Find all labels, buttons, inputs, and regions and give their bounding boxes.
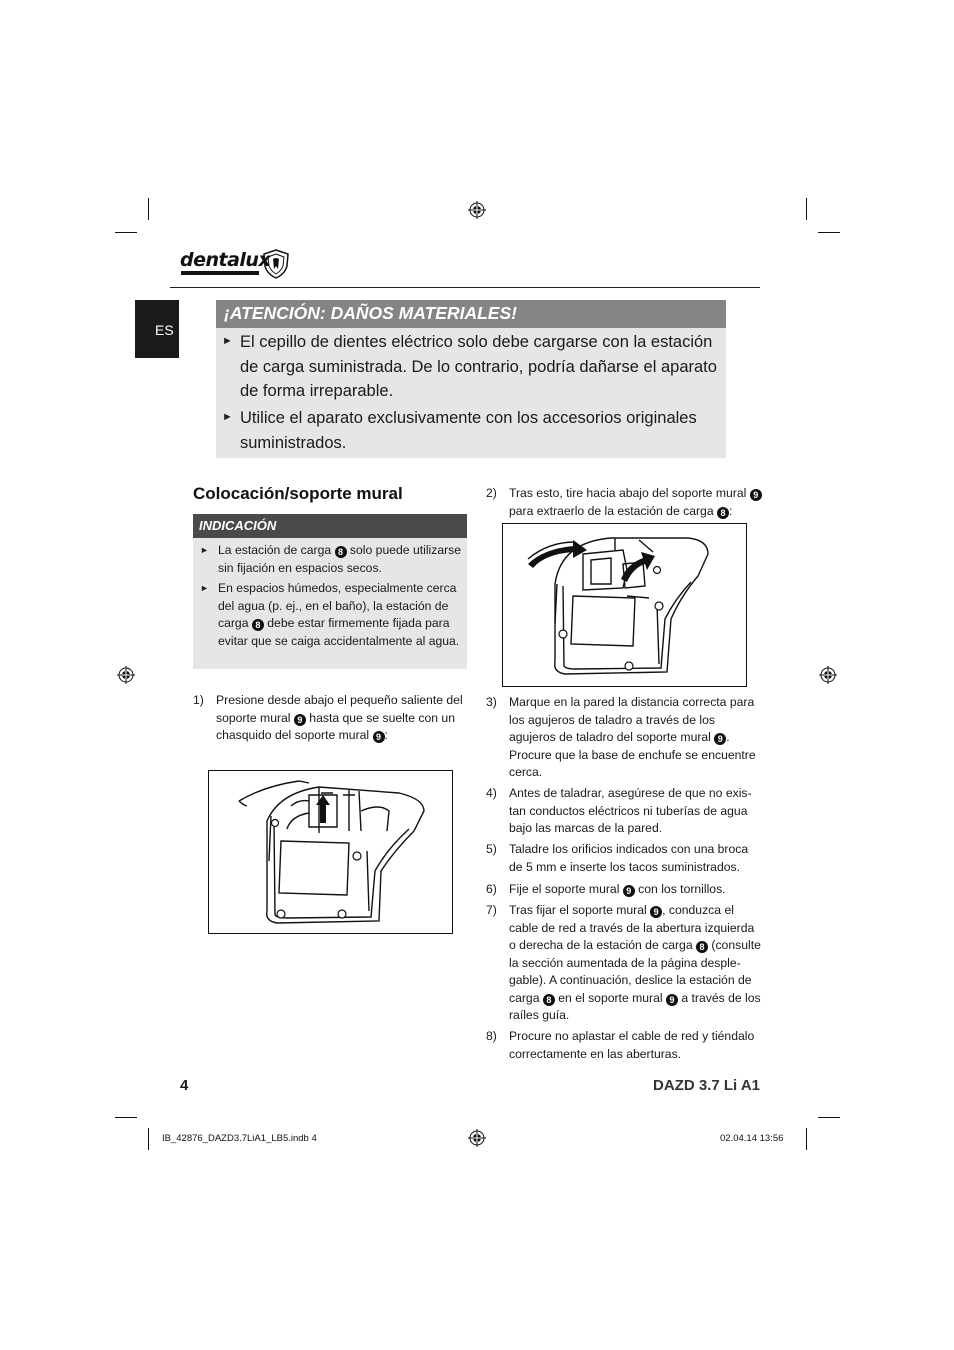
step-text-part: a través de los raíles guía. xyxy=(509,990,761,1022)
crop-mark xyxy=(806,1128,807,1150)
note-text: debe estar firmemente fijada para evitar que se caiga accidentalmente al agua. xyxy=(218,616,460,648)
step-text-part: con los tornillos. xyxy=(634,882,726,896)
part-number-badge: 8 xyxy=(696,941,708,953)
part-number-badge: 9 xyxy=(750,489,762,501)
part-number-badge: 8 xyxy=(543,994,555,1006)
note-title: INDICACIÓN xyxy=(199,518,277,533)
note-text: En espacios húmedos, especialmente cerca del agua (p. ej., en el baño), la estación de carga xyxy=(218,581,457,630)
step-text-part: Procure no aplastar el cable de red y tiéndalo correctamente en las aberturas. xyxy=(509,1029,755,1061)
step-text xyxy=(509,785,761,838)
crop-mark xyxy=(115,1117,137,1118)
language-tab-label: ES xyxy=(155,322,174,338)
note-item xyxy=(218,542,464,577)
figure-release-wall-mount xyxy=(208,770,453,934)
brand-logo-text: dentalux xyxy=(180,249,271,271)
print-slug-file: IB_42876_DAZD3.7LiA1_LB5.indb 4 xyxy=(162,1133,317,1144)
part-number-badge: 9 xyxy=(666,994,678,1006)
step-text-part: en el soporte mural xyxy=(554,990,666,1005)
crop-mark xyxy=(148,1128,149,1150)
crop-mark xyxy=(115,232,137,233)
crop-mark xyxy=(818,232,840,233)
step-number: 1) xyxy=(193,693,204,707)
part-number-badge: 9 xyxy=(373,731,385,743)
shield-icon xyxy=(262,249,290,279)
registration-mark-icon xyxy=(117,666,135,684)
note-text: La estación de carga xyxy=(218,543,335,557)
step-text-part: : xyxy=(384,728,388,742)
step-text-part: Fije el soporte mural xyxy=(509,882,623,896)
brand-logo xyxy=(180,249,292,279)
step-text xyxy=(509,485,765,520)
brand-logo-strip xyxy=(181,271,259,275)
step-number: 7) xyxy=(486,903,497,917)
warning-item: El cepillo de dientes eléctrico solo debe cargarse con la estación de carga suministrada. De lo contrario, podría dañarse el aparato de forma irreparable. xyxy=(240,333,717,400)
step-text xyxy=(509,694,761,782)
step-text-part: Marque en la pared la distancia correcta para los agujeros de taladro a través de los agujeros de taladro del soporte mural xyxy=(509,695,755,744)
registration-mark-icon xyxy=(468,201,486,219)
registration-mark-icon xyxy=(819,666,837,684)
crop-mark xyxy=(818,1117,840,1118)
page-number: 4 xyxy=(180,1077,189,1094)
bullet-arrow-icon: ► xyxy=(200,583,209,593)
figure-pull-wall-mount xyxy=(502,523,747,687)
note-text: solo puede utilizarse sin fijación en espacios secos. xyxy=(218,543,462,575)
step-text xyxy=(509,841,761,876)
print-slug-date: 02.04.14 13:56 xyxy=(720,1133,784,1144)
note-title-bar xyxy=(193,514,467,538)
crop-mark xyxy=(806,198,807,220)
part-number-badge: 9 xyxy=(714,733,726,745)
language-tab xyxy=(135,300,179,358)
warning-item: Utilice el aparato exclusivamente con los accesorios originales suministrados. xyxy=(240,409,697,452)
bullet-arrow-icon: ► xyxy=(222,411,233,423)
part-number-badge: 9 xyxy=(650,906,662,918)
part-number-badge: 9 xyxy=(294,714,306,726)
charging-station-illustration xyxy=(209,771,452,933)
step-text-part: : xyxy=(729,503,733,518)
bullet-arrow-icon: ► xyxy=(222,335,233,347)
charging-station-illustration xyxy=(503,524,746,686)
note-item xyxy=(218,580,464,650)
step-number: 3) xyxy=(486,695,497,709)
step-number: 8) xyxy=(486,1029,497,1043)
part-number-badge: 8 xyxy=(335,546,347,558)
step-text-part: Taladre los orificios indicados con una broca de 5 mm e inserte los tacos suministrados. xyxy=(509,842,749,874)
step-text xyxy=(509,902,762,1025)
step-text-part: (consulte la sección aumentada de la página desple- gable). A continuación, deslice la estación de carga xyxy=(509,938,761,1005)
step-number: 4) xyxy=(486,786,497,800)
warning-title: ¡ATENCIÓN: DAÑOS MATERIALES! xyxy=(224,303,517,323)
step-text-part: . Procure que la base de enchufe se encuentre cerca. xyxy=(509,730,756,779)
step-text-part: Antes de taladrar, asegúrese de que no exis- tan conductos eléctricos ni tuberías de agua bajo las marcas de la pared. xyxy=(509,786,752,835)
part-number-badge: 9 xyxy=(623,885,635,897)
registration-mark-icon xyxy=(468,1129,486,1147)
bullet-arrow-icon: ► xyxy=(200,545,209,555)
section-title: Colocación/soporte mural xyxy=(193,484,403,503)
step-number: 6) xyxy=(486,882,497,896)
step-number: 5) xyxy=(486,842,497,856)
warning-title-bar xyxy=(216,300,726,328)
header-rule xyxy=(170,287,760,288)
part-number-badge: 8 xyxy=(252,619,264,631)
step-text-part: hasta que se suelte con un chasquido del soporte mural xyxy=(216,710,455,742)
step-text-part: Tras esto, tire hacia abajo del soporte mural xyxy=(509,486,750,500)
step-text-part: para extraerlo de la estación de carga xyxy=(509,503,717,518)
part-number-badge: 8 xyxy=(717,507,729,519)
step-text xyxy=(509,881,761,899)
crop-mark xyxy=(148,198,149,220)
model-name: DAZD 3.7 Li A1 xyxy=(653,1077,760,1094)
step-text xyxy=(216,692,468,745)
step-text-part: Tras fijar el soporte mural xyxy=(509,903,651,917)
step-number: 2) xyxy=(486,486,497,500)
step-text-part: Presione desde abajo el pequeño saliente del soporte mural xyxy=(216,693,463,725)
step-text-part: , conduzca el cable de red a través de la abertura izquierda o derecha de la estación de carga xyxy=(509,903,755,952)
step-text xyxy=(509,1028,765,1063)
